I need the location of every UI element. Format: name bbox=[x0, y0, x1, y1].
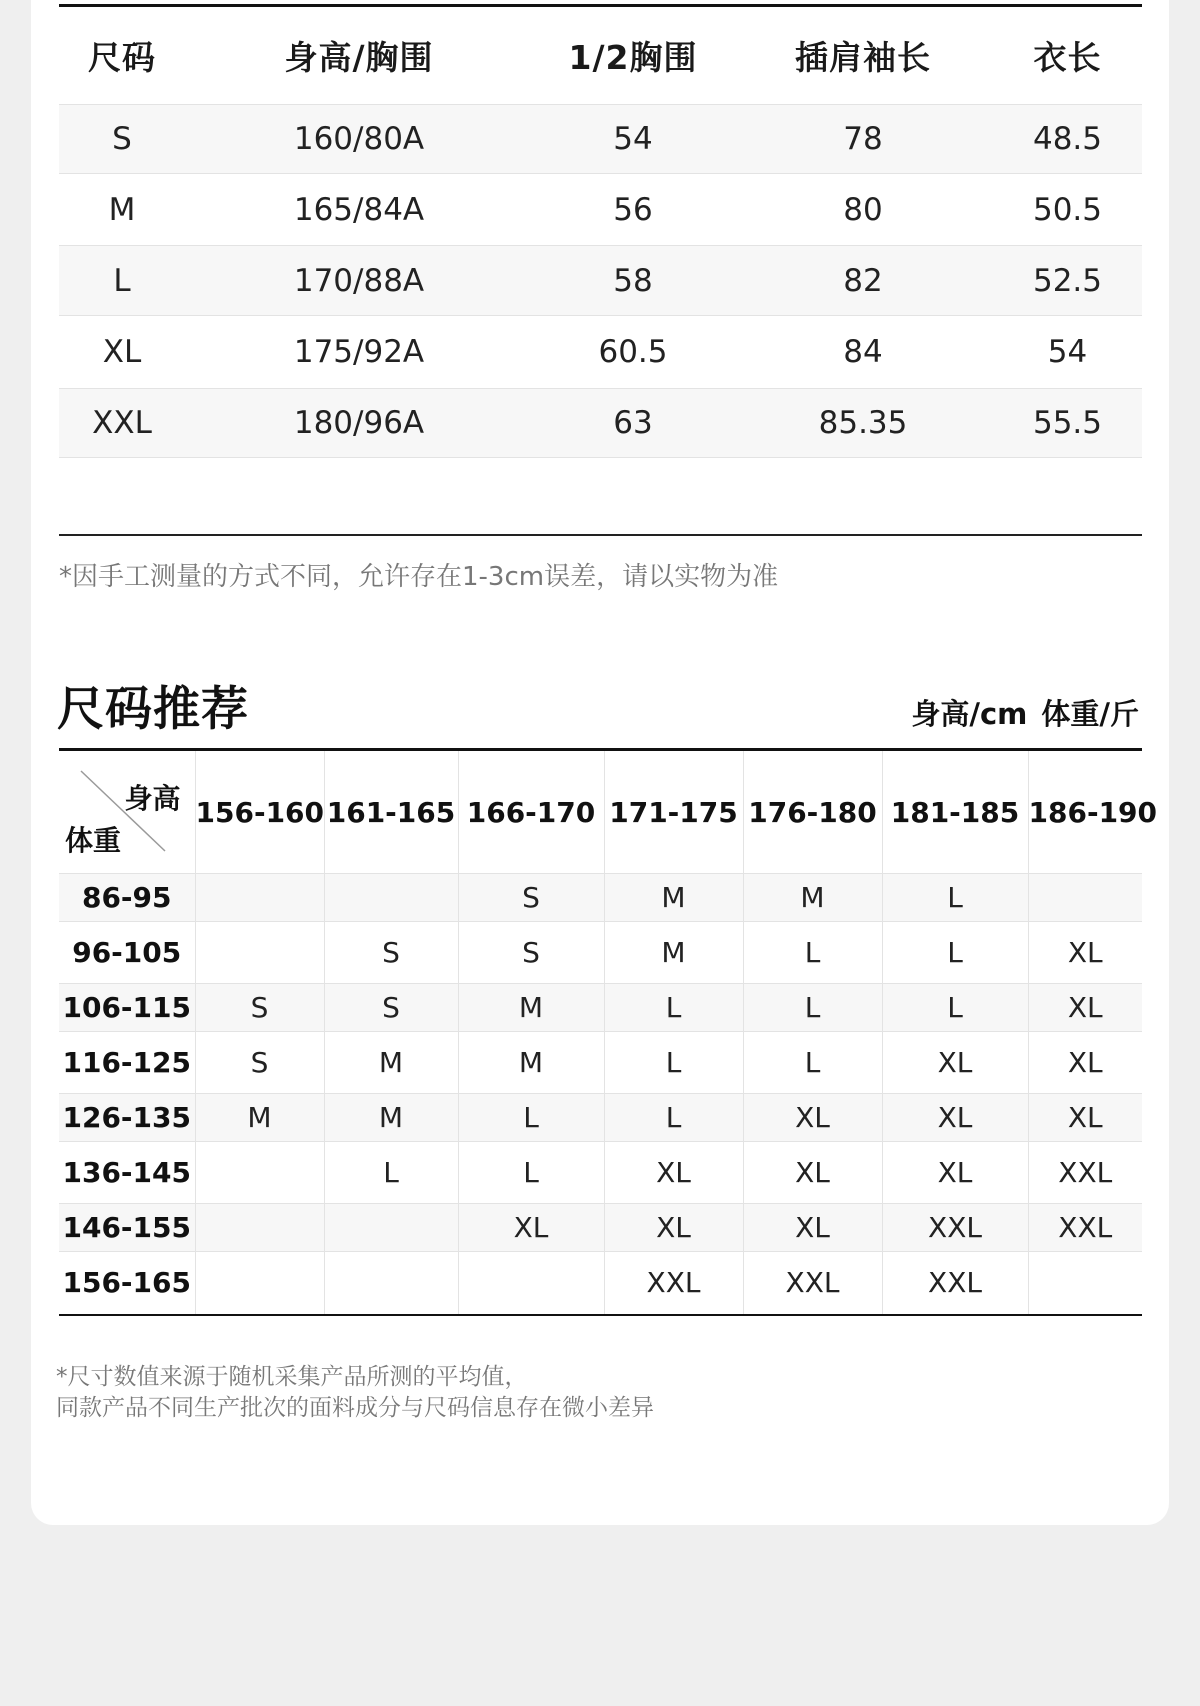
size-recommend-cell bbox=[324, 874, 458, 922]
size-recommend-cell: XXL bbox=[1028, 1204, 1142, 1252]
size-recommend-cell: L bbox=[743, 1032, 882, 1094]
size-recommend-cell: S bbox=[458, 874, 604, 922]
size-recommend-cell: XXL bbox=[882, 1252, 1028, 1314]
size-recommend-cell: L bbox=[324, 1142, 458, 1204]
weight-row bbox=[59, 1142, 1142, 1204]
size-recommend-cell: XL bbox=[743, 1094, 882, 1142]
size-recommend-cell: XL bbox=[458, 1204, 604, 1252]
size-recommend-cell bbox=[195, 1204, 324, 1252]
size-recommend-cell: L bbox=[743, 922, 882, 984]
size-recommend-cell bbox=[195, 1252, 324, 1314]
height-header-row bbox=[59, 751, 1142, 874]
size-row bbox=[59, 389, 1142, 458]
height-chest-cell: 160/80A bbox=[185, 105, 533, 174]
size-chart-table bbox=[59, 4, 1142, 458]
header-sleeve-length: 插肩袖长 bbox=[795, 38, 931, 77]
size-recommend-cell: M bbox=[743, 874, 882, 922]
size-recommend-cell: L bbox=[882, 984, 1028, 1032]
size-recommend-cell bbox=[458, 1252, 604, 1314]
size-recommend-cell: L bbox=[604, 984, 743, 1032]
size-recommend-cell bbox=[1028, 1252, 1142, 1314]
sleeve-length-cell: 85.35 bbox=[733, 389, 993, 458]
corner-height-label: 身高 bbox=[124, 782, 181, 815]
size-cell: S bbox=[59, 105, 185, 174]
unit-legend bbox=[911, 692, 1139, 733]
header-body-length: 衣长 bbox=[1033, 38, 1102, 77]
size-recommend-cell: XL bbox=[882, 1142, 1028, 1204]
size-recommend-cell: M bbox=[195, 1094, 324, 1142]
header-size: 尺码 bbox=[88, 38, 156, 77]
size-cell: XXL bbox=[59, 389, 185, 458]
unit-weight: 体重/斤 bbox=[1041, 697, 1139, 731]
size-recommend-cell: L bbox=[882, 874, 1028, 922]
header-half-chest: 1/2胸围 bbox=[568, 38, 698, 77]
size-recommend-cell: XXL bbox=[743, 1252, 882, 1314]
size-recommend-table bbox=[59, 748, 1158, 1316]
size-recommend-cell: S bbox=[324, 984, 458, 1032]
size-cell: L bbox=[59, 246, 185, 316]
weight-row bbox=[59, 1032, 1142, 1094]
size-recommend-cell: M bbox=[604, 922, 743, 984]
height-range-header: 156-160 bbox=[195, 751, 324, 874]
size-recommend-cell: S bbox=[195, 1032, 324, 1094]
corner-weight-label: 体重 bbox=[65, 824, 122, 857]
weight-range-cell: 106-115 bbox=[59, 984, 195, 1032]
size-recommend-cell: S bbox=[458, 922, 604, 984]
size-recommend-cell: M bbox=[324, 1032, 458, 1094]
size-recommend-cell: L bbox=[604, 1094, 743, 1142]
size-recommend-cell: XL bbox=[1028, 922, 1142, 984]
height-range-header: 186-190 bbox=[1028, 751, 1142, 874]
size-recommend-cell: XL bbox=[1028, 1094, 1142, 1142]
size-recommend-cell: XXL bbox=[1028, 1142, 1142, 1204]
size-recommend-cell bbox=[195, 1142, 324, 1204]
half-chest-cell: 56 bbox=[533, 174, 733, 246]
weight-row bbox=[59, 1252, 1142, 1314]
size-recommend-cell: XXL bbox=[882, 1204, 1028, 1252]
note-line: 同款产品不同生产批次的面料成分与尺码信息存在微小差异 bbox=[56, 1395, 654, 1421]
sleeve-length-cell: 82 bbox=[733, 246, 993, 316]
size-recommend-cell bbox=[1028, 874, 1142, 922]
size-row bbox=[59, 246, 1142, 316]
height-chest-cell: 170/88A bbox=[185, 246, 533, 316]
size-recommend-cell: XL bbox=[882, 1094, 1028, 1142]
size-recommend-cell: XL bbox=[743, 1142, 882, 1204]
size-recommend-cell: L bbox=[743, 984, 882, 1032]
height-range-header: 176-180 bbox=[743, 751, 882, 874]
size-recommend-cell: M bbox=[324, 1094, 458, 1142]
weight-range-cell: 116-125 bbox=[59, 1032, 195, 1094]
size-recommend-cell: M bbox=[604, 874, 743, 922]
size-cell: XL bbox=[59, 316, 185, 389]
weight-row bbox=[59, 1204, 1142, 1252]
body-length-cell: 54 bbox=[993, 316, 1142, 389]
size-recommend-cell: S bbox=[324, 922, 458, 984]
weight-range-cell: 96-105 bbox=[59, 922, 195, 984]
half-chest-cell: 54 bbox=[533, 105, 733, 174]
height-chest-cell: 165/84A bbox=[185, 174, 533, 246]
size-recommend-cell bbox=[324, 1252, 458, 1314]
size-recommend-cell bbox=[324, 1204, 458, 1252]
body-length-cell: 50.5 bbox=[993, 174, 1142, 246]
weight-row bbox=[59, 922, 1142, 984]
note-line: *尺寸数值来源于随机采集产品所测的平均值， bbox=[56, 1364, 528, 1390]
body-length-cell: 55.5 bbox=[993, 389, 1142, 458]
weight-range-cell: 126-135 bbox=[59, 1094, 195, 1142]
size-row bbox=[59, 174, 1142, 246]
weight-range-cell: 156-165 bbox=[59, 1252, 195, 1314]
body-length-cell: 48.5 bbox=[993, 105, 1142, 174]
weight-row bbox=[59, 874, 1142, 922]
size-recommend-cell: M bbox=[458, 1032, 604, 1094]
size-recommend-cell: XL bbox=[882, 1032, 1028, 1094]
sleeve-length-cell: 80 bbox=[733, 174, 993, 246]
height-range-header: 166-170 bbox=[458, 751, 604, 874]
height-range-header: 181-185 bbox=[882, 751, 1028, 874]
weight-range-cell: 86-95 bbox=[59, 874, 195, 922]
data-source-note bbox=[56, 1362, 654, 1424]
height-range-header: 171-175 bbox=[604, 751, 743, 874]
weight-row bbox=[59, 1094, 1142, 1142]
divider bbox=[59, 534, 1142, 536]
weight-range-cell: 136-145 bbox=[59, 1142, 195, 1204]
half-chest-cell: 63 bbox=[533, 389, 733, 458]
size-recommend-cell: M bbox=[458, 984, 604, 1032]
size-chart-header-row bbox=[59, 7, 1142, 105]
size-recommend-cell bbox=[195, 874, 324, 922]
weight-row bbox=[59, 984, 1142, 1032]
weight-range-cell: 146-155 bbox=[59, 1204, 195, 1252]
size-row bbox=[59, 105, 1142, 174]
size-recommend-cell: S bbox=[195, 984, 324, 1032]
sleeve-length-cell: 84 bbox=[733, 316, 993, 389]
size-recommend-cell: XXL bbox=[604, 1252, 743, 1314]
size-recommend-cell: XL bbox=[1028, 1032, 1142, 1094]
size-recommend-cell bbox=[195, 922, 324, 984]
size-recommend-cell: XL bbox=[1028, 984, 1142, 1032]
size-recommend-cell: L bbox=[604, 1032, 743, 1094]
size-row bbox=[59, 316, 1142, 389]
sleeve-length-cell: 78 bbox=[733, 105, 993, 174]
size-recommend-cell: XL bbox=[604, 1142, 743, 1204]
unit-height: 身高/cm bbox=[911, 697, 1028, 731]
half-chest-cell: 60.5 bbox=[533, 316, 733, 389]
size-recommend-cell: L bbox=[458, 1142, 604, 1204]
size-recommend-cell: L bbox=[458, 1094, 604, 1142]
height-chest-cell: 180/96A bbox=[185, 389, 533, 458]
body-length-cell: 52.5 bbox=[993, 246, 1142, 316]
corner-cell bbox=[59, 751, 195, 874]
measurement-note: *因手工测量的方式不同，允许存在1-3cm误差，请以实物为准 bbox=[59, 562, 779, 592]
header-height-chest: 身高/胸围 bbox=[284, 38, 434, 77]
height-range-header: 161-165 bbox=[324, 751, 458, 874]
size-recommend-cell: XL bbox=[743, 1204, 882, 1252]
size-recommend-cell: XL bbox=[604, 1204, 743, 1252]
size-cell: M bbox=[59, 174, 185, 246]
height-chest-cell: 175/92A bbox=[185, 316, 533, 389]
half-chest-cell: 58 bbox=[533, 246, 733, 316]
size-recommend-title: 尺码推荐 bbox=[57, 682, 249, 737]
size-recommend-cell: L bbox=[882, 922, 1028, 984]
